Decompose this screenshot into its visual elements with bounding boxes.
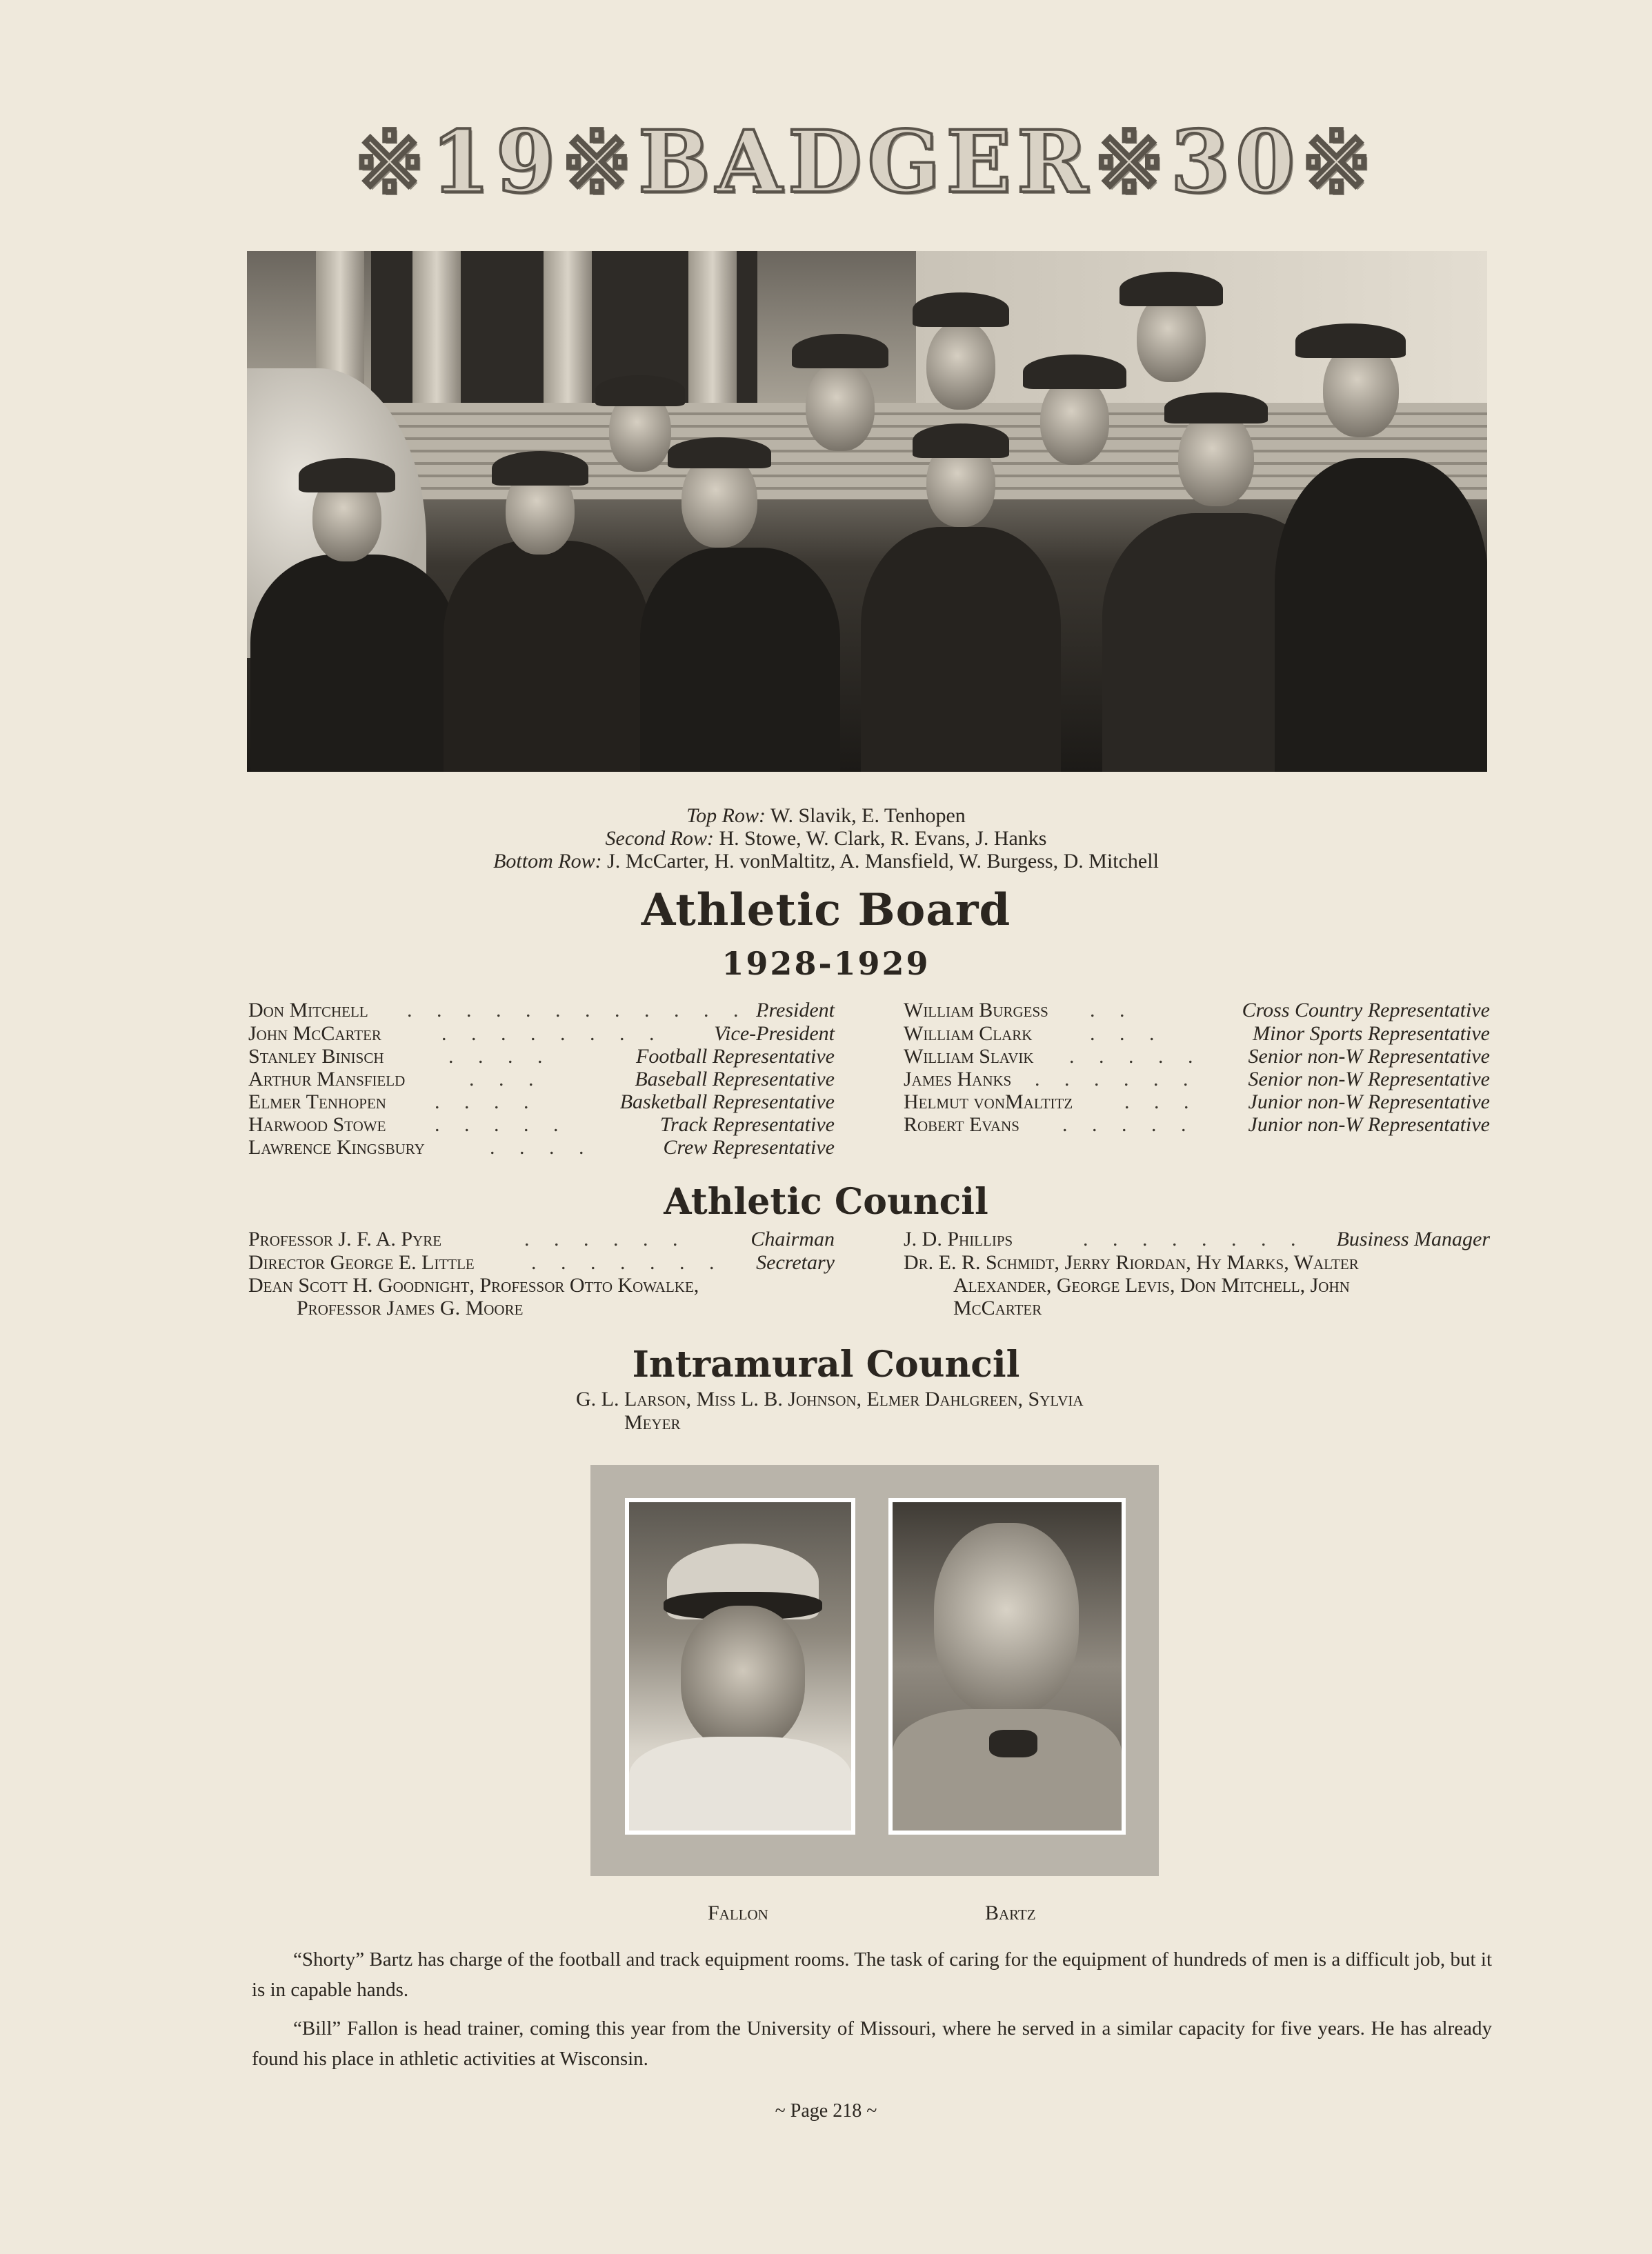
athletic-council-title: Athletic Council [664, 1181, 988, 1223]
board-member-name: Stanley Binisch [248, 1045, 384, 1068]
board-member-role: Vice-President [714, 1022, 835, 1045]
board-member-name: Helmut vonMaltitz [904, 1090, 1073, 1113]
board-member-role: Track Representative [660, 1113, 835, 1136]
board-member-name: James Hanks [904, 1068, 1012, 1090]
board-member-name: William Clark [904, 1022, 1033, 1045]
page-number: ~ Page 218 ~ [775, 2100, 877, 2122]
board-member-role: Basketball Representative [619, 1090, 835, 1113]
group-photo [247, 251, 1487, 772]
fallon-portrait [625, 1498, 855, 1835]
board-member-name: William Slavik [904, 1045, 1034, 1068]
council-row: J. D. Phillips . . . . . . . . Business Manager [904, 1228, 1490, 1250]
board-member-role: Junior non-W Representative [1248, 1090, 1490, 1113]
board-row: Don Mitchell . . . . . . . . . . . . . President [248, 999, 835, 1021]
board-member-role: Crew Representative [663, 1136, 835, 1159]
board-member-role: Junior non-W Representative [1248, 1113, 1490, 1136]
board-row: William Slavik . . . . . Senior non-W Representative [904, 1045, 1490, 1068]
council-member-role: Business Manager [1336, 1228, 1490, 1250]
board-member-name: Lawrence Kingsbury [248, 1136, 425, 1159]
board-member-name: Arthur Mansfield [248, 1068, 406, 1090]
board-row: Helmut vonMaltitz . . . Junior non-W Representative [904, 1090, 1490, 1113]
coach-portraits-panel [590, 1465, 1159, 1876]
council-member-name: J. D. Phillips [904, 1228, 1013, 1250]
board-row: John McCarter . . . . . . . . Vice-President [248, 1022, 835, 1045]
board-row: James Hanks . . . . . . Senior non-W Representative [904, 1068, 1490, 1090]
board-left-column [248, 999, 835, 1164]
board-member-name: Harwood Stowe [248, 1113, 386, 1136]
council-members-left-1: Dean Scott H. Goodnight, Professor Otto Kowalke, [248, 1274, 699, 1297]
fallon-paragraph: “Bill” Fallon is head trainer, coming this year from the University of Missouri, where he served in a similar capacity for five years. He has already found his place in athletic activities at Wisconsin. [252, 2017, 1492, 2070]
intramural-council-title: Intramural Council [632, 1344, 1020, 1386]
council-left-column [248, 1228, 835, 1324]
board-row: Lawrence Kingsbury . . . . Crew Representative [248, 1136, 835, 1159]
board-row: Arthur Mansfield . . . Baseball Representative [248, 1068, 835, 1090]
bartz-portrait [888, 1498, 1126, 1835]
board-member-name: Elmer Tenhopen [248, 1090, 386, 1113]
board-member-name: William Burgess [904, 999, 1048, 1021]
council-members-left-2: Professor James G. Moore [297, 1297, 524, 1319]
fallon-label: Fallon [708, 1902, 768, 1924]
board-member-role: Senior non-W Representative [1248, 1068, 1490, 1090]
caption-top-names: W. Slavik, E. Tenhopen [770, 804, 966, 827]
board-member-name: Robert Evans [904, 1113, 1019, 1136]
board-member-name: Don Mitchell [248, 999, 368, 1021]
caption-second-label: Second Row: [605, 827, 714, 850]
board-member-role: Football Representative [636, 1045, 835, 1068]
council-row: Director George E. Little . . . . . . . Secretary [248, 1251, 835, 1274]
caption-second-row [0, 827, 1652, 850]
council-members-right-3: McCarter [953, 1297, 1042, 1319]
council-member-role: Secretary [756, 1251, 835, 1274]
caption-bottom-label: Bottom Row: [493, 850, 602, 872]
intramural-line-1: G. L. Larson, Miss L. B. Johnson, Elmer Dahlgreen, Sylvia [576, 1388, 1084, 1410]
board-right-column [904, 999, 1490, 1144]
council-member-role: Chairman [750, 1228, 835, 1250]
council-member-name: Director George E. Little [248, 1251, 475, 1274]
board-member-role: President [756, 999, 835, 1021]
bartz-paragraph: “Shorty” Bartz has charge of the football and track equipment rooms. The task of caring for the equipment of hundreds of men is a difficult job, but it is in capable hands. [252, 1948, 1492, 2001]
board-member-name: John McCarter [248, 1022, 381, 1045]
council-members-right-2: Alexander, George Levis, Don Mitchell, John [953, 1274, 1350, 1297]
caption-bottom-row [0, 850, 1652, 873]
intramural-line-2: Meyer [624, 1411, 681, 1434]
caption-top-label: Top Row: [686, 804, 766, 827]
caption-top-row [0, 804, 1652, 828]
council-member-name: Professor J. F. A. Pyre [248, 1228, 442, 1250]
caption-second-names: H. Stowe, W. Clark, R. Evans, J. Hanks [719, 827, 1047, 850]
board-member-role: Senior non-W Representative [1248, 1045, 1490, 1068]
yearbook-banner: ※19※BADGER※30※ [353, 112, 1378, 212]
athletic-board-year: 1928-1929 [721, 945, 931, 982]
board-row: Stanley Binisch . . . . Football Representative [248, 1045, 835, 1068]
bartz-label: Bartz [985, 1902, 1036, 1924]
board-row: William Clark . . . Minor Sports Representative [904, 1022, 1490, 1045]
council-right-column [904, 1228, 1490, 1324]
athletic-board-title: Athletic Board [641, 884, 1011, 936]
council-members-right-1: Dr. E. R. Schmidt, Jerry Riordan, Hy Marks, Walter [904, 1251, 1359, 1274]
board-member-role: Minor Sports Representative [1253, 1022, 1490, 1045]
board-row: Robert Evans . . . . . Junior non-W Representative [904, 1113, 1490, 1136]
board-member-role: Baseball Representative [635, 1068, 835, 1090]
board-row: William Burgess . . Cross Country Representative [904, 999, 1490, 1021]
council-row: Professor J. F. A. Pyre . . . . . . Chairman [248, 1228, 835, 1250]
caption-bottom-names: J. McCarter, H. vonMaltitz, A. Mansfield, W. Burgess, D. Mitchell [607, 850, 1159, 872]
board-member-role: Cross Country Representative [1242, 999, 1490, 1021]
board-row: Harwood Stowe . . . . . Track Representative [248, 1113, 835, 1136]
board-row: Elmer Tenhopen . . . . Basketball Representative [248, 1090, 835, 1113]
